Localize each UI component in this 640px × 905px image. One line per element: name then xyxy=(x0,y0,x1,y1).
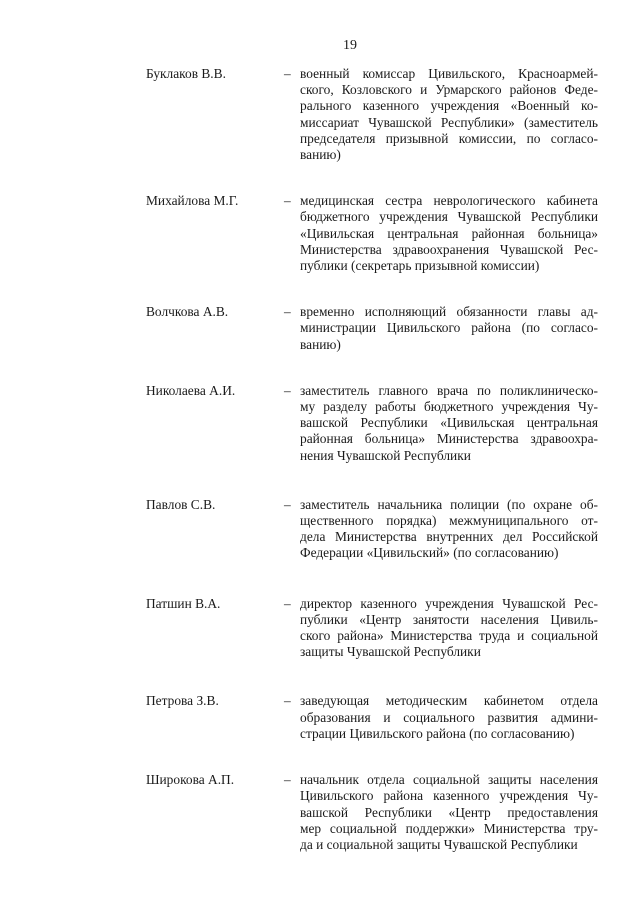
role-text-line: мер социальной поддержки» Министерства тру- xyxy=(300,820,598,836)
role-text-line: ского района» Министерства труда и социальной xyxy=(300,628,598,644)
role-text-line: нения Чувашской Республики xyxy=(300,447,471,463)
dash-separator: – xyxy=(284,595,291,611)
member-name: Николаева А.И. xyxy=(146,382,236,398)
dash-separator: – xyxy=(284,382,291,398)
member-role-description xyxy=(300,497,598,562)
role-text-line: защиты Чувашской Республики xyxy=(300,644,481,660)
member-name: Буклаков В.В. xyxy=(146,66,226,81)
role-text-line: страции Цивильского района (по согласованию) xyxy=(300,725,575,741)
member-entry xyxy=(146,693,598,742)
role-text-line: публики «Центр занятости населения Цивиль- xyxy=(300,611,598,627)
role-text-line: му разделу работы бюджетного учреждения Чу- xyxy=(300,399,598,415)
member-entry xyxy=(146,772,598,853)
role-text-line: заместитель главного врача по поликлиническо- xyxy=(300,382,598,398)
member-name: Волчкова А.В. xyxy=(146,304,229,320)
dash-separator: – xyxy=(284,66,291,81)
dash-separator: – xyxy=(284,772,291,788)
role-text-line: заместитель начальника полиции (по охране об- xyxy=(300,496,598,512)
role-text-line: директор казенного учреждения Чувашской Рес- xyxy=(300,595,598,611)
role-text-line: образования и социального развития админи- xyxy=(300,709,598,725)
role-text-line: вашской Республики «Центр предоставления xyxy=(300,804,598,820)
role-text-line: миссариат Чувашской Республики» (заместитель xyxy=(300,114,598,130)
role-text-line: начальник отдела социальной защиты населения xyxy=(300,772,598,788)
dash-separator: – xyxy=(284,693,291,709)
member-entry xyxy=(146,66,598,163)
role-text-line: медицинская сестра неврологического кабинета xyxy=(300,193,598,209)
member-entry xyxy=(146,304,598,353)
member-name: Патшин В.А. xyxy=(146,595,221,611)
role-text-line: публики (секретарь призывной комиссии) xyxy=(300,258,540,274)
member-role-description xyxy=(300,693,598,742)
role-text-line: ванию) xyxy=(300,147,341,163)
role-text-line: рального казенного учреждения «Военный ко- xyxy=(300,98,598,114)
member-name: Павлов С.В. xyxy=(146,496,216,512)
role-text-line: да и социальной защиты Чувашской Республики xyxy=(300,836,578,852)
role-text-line: временно исполняющий обязанности главы ад- xyxy=(300,304,598,320)
role-text-line: председателя призывной комиссии, по согласо- xyxy=(300,130,598,146)
role-text-line: Министерства здравоохранения Чувашской Рес- xyxy=(300,241,598,257)
role-text-line: министрации Цивильского района (по согласо- xyxy=(300,320,598,336)
role-text-line: Федерации «Цивильский» (по согласованию) xyxy=(300,545,559,561)
member-name: Михайлова М.Г. xyxy=(146,193,239,209)
member-role-description xyxy=(300,304,598,353)
role-text-line: ского, Козловского и Урмарского районов Феде- xyxy=(300,82,598,98)
dash-separator: – xyxy=(284,193,291,209)
member-role-description xyxy=(300,193,598,274)
member-name: Широкова А.П. xyxy=(146,772,235,788)
role-text-line: ванию) xyxy=(300,336,341,352)
role-text-line: щественного порядка) межмуниципального от- xyxy=(300,513,598,529)
dash-separator: – xyxy=(284,304,291,320)
member-entry xyxy=(146,497,598,562)
role-text-line: вашской Республики «Цивильская центральная xyxy=(300,415,598,431)
member-name: Петрова З.В. xyxy=(146,693,219,709)
member-role-description xyxy=(300,596,598,661)
commission-member-list xyxy=(146,66,598,853)
role-text-line: Цивильского района казенного учреждения Чу- xyxy=(300,788,598,804)
member-entry xyxy=(146,596,598,661)
role-text-line: районная больница» Министерства здравоохра- xyxy=(300,431,598,447)
role-text-line: заведующая методическим кабинетом отдела xyxy=(300,693,598,709)
member-entry xyxy=(146,383,598,464)
member-entry xyxy=(146,193,598,274)
member-role-description xyxy=(300,383,598,464)
member-role-description xyxy=(300,66,598,163)
page-number: 19 xyxy=(343,38,357,53)
role-text-line: бюджетного учреждения Чувашской Республики xyxy=(300,209,598,225)
dash-separator: – xyxy=(284,496,291,512)
member-role-description xyxy=(300,772,598,853)
role-text-line: «Цивильская центральная районная больница» xyxy=(300,225,598,241)
role-text-line: военный комиссар Цивильского, Красноармей- xyxy=(300,66,598,81)
role-text-line: дела Министерства внутренних дел Российской xyxy=(300,529,598,545)
